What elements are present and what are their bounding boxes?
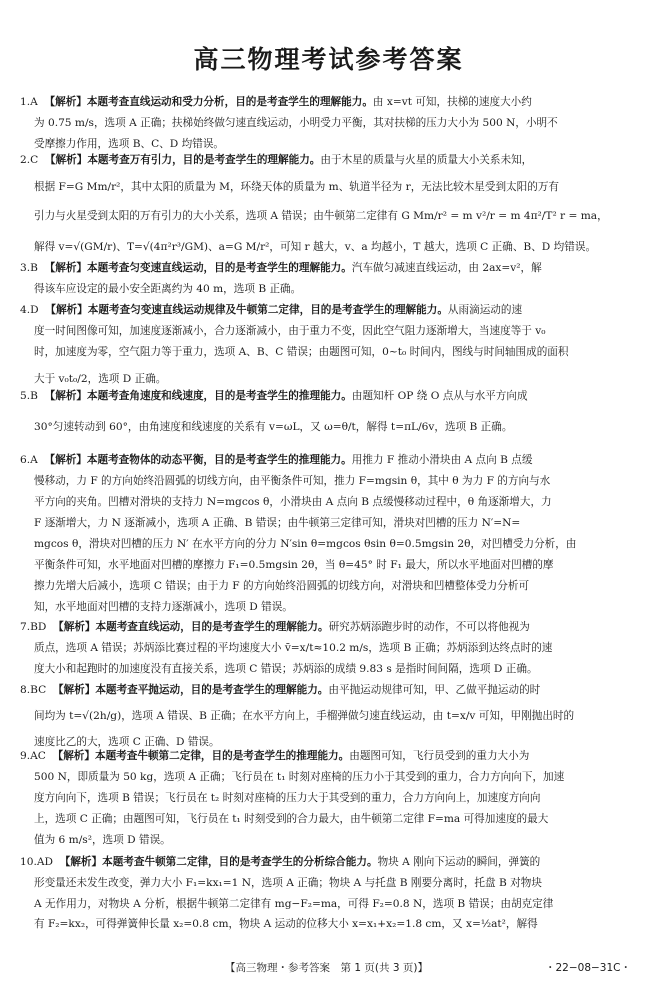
answer-line: 从雨滴运动的速: [447, 304, 523, 316]
footer-code: ・22−08−31C・: [544, 962, 631, 974]
analysis-tag: 【解析】本题考查牛顿第二定律，目的是考查学生的推理能力。: [52, 750, 350, 762]
answer-8: [20, 680, 637, 753]
answer-line: 速度比乙的大，选项 C 正确、D 错误。: [34, 736, 220, 748]
answer-number: 5.B: [20, 390, 38, 402]
answer-line: 度大小和起跑时的加速度没有直接关系，选项 C 错误；苏炳添的成绩 9.83 s 是指时间间隔，选项 D 正确。: [34, 663, 538, 675]
answer-number: 2.C: [20, 154, 39, 166]
answer-line: 平衡条件可知，水平地面对凹槽的摩擦力 F₁=0.5mgsin 2θ，当 θ=45° 时 F₁ 最大，所以水平地面对凹槽的摩: [34, 559, 554, 571]
answer-line: A 无作用力，对物块 A 分析，根据牛顿第二定律有 mg−F₂=ma，可得 F₂=0.8 N，选项 B 错误；由胡克定律: [34, 897, 554, 910]
answer-line: 擦力先增大后减小，选项 C 错误；由于力 F 的方向始终沿圆弧的切线方向，对滑块和凹槽整体受力分析可: [34, 580, 530, 592]
answer-line: 引力与火星受到太阳的万有引力的大小关系，选项 A 错误；由牛顿第二定律有 G Mm/r² = m v²/r = m 4π²/T² r = ma，: [34, 210, 608, 222]
answer-line: 大于 v₀t₀/2，选项 D 正确。: [34, 373, 167, 385]
answer-3: [20, 258, 637, 300]
answer-line: 物块 A 刚向下运动的瞬间，弹簧的: [377, 856, 541, 868]
answer-line: 用推力 F 推动小滑块由 A 点向 B 点缓: [351, 454, 533, 466]
answer-line: 研究苏炳添跑步时的动作，不可以将他视为: [328, 621, 530, 633]
answer-line: F 逐渐增大，力 N 逐渐减小，选项 A 正确、B 错误；由牛顿第三定律可知，滑块对凹槽的压力 N′=N=: [34, 517, 521, 529]
answer-line: 受摩擦力作用，选项 B、C、D 均错误。: [34, 138, 225, 150]
analysis-tag: 【解析】本题考查匀变速直线运动规律及牛顿第二定律，目的是考查学生的理解能力。: [45, 304, 448, 316]
analysis-tag: 【解析】本题考查万有引力，目的是考查学生的理解能力。: [44, 154, 321, 166]
answer-line: 知，水平地面对凹槽的支持力逐渐减小，选项 D 错误。: [34, 601, 293, 613]
answer-line: 由 x=vt 可知，扶梯的速度大小约: [372, 96, 532, 108]
analysis-tag: 【解析】本题考查匀变速直线运动，目的是考查学生的理解能力。: [44, 262, 352, 274]
analysis-tag: 【解析】本题考查角速度和线速度，目的是考查学生的推理能力。: [44, 390, 352, 402]
answer-line: 度一时间图像可知，加速度逐渐减小，合力逐渐减小，由于重力不变，因此空气阻力逐渐增大，当速度等于 v₀: [34, 325, 546, 337]
answer-line: 平方向的夹角。凹槽对滑块的支持力 N=mgcos θ，小滑块由 A 点向 B 点缓慢移动过程中，θ 角逐渐增大，力: [34, 496, 552, 508]
answer-2: [20, 150, 637, 258]
answer-line: 间均为 t=√(2h/g)，选项 A 错误、B 正确；在水平方向上，手榴弹做匀速直线运动，由 t=x/v 可知，甲刚抛出时的: [34, 710, 575, 722]
footer-page-info: 【高三物理・参考答案 第 1 页(共 3 页)】: [225, 962, 428, 974]
answer-line: 上，选项 C 正确；由题图可知，飞行员在 t₁ 时刻受到的合力最大，由牛顿第二定律 F=ma 可得加速度的最大: [34, 813, 549, 825]
answer-line: 由平抛运动规律可知，甲、乙做平抛运动的时: [328, 684, 541, 696]
answer-7: [20, 617, 637, 680]
answer-line: 值为 6 m/s²，选项 D 错误。: [34, 834, 171, 846]
answer-5: [20, 386, 637, 438]
answer-line: 为 0.75 m/s，选项 A 正确；扶梯始终做匀速直线运动，小明受力平衡，其对扶梯的压力大小为 500 N，小明不: [34, 117, 558, 129]
answer-line: 根据 F=G Mm/r²，其中太阳的质量为 M，环绕天体的质量为 m、轨道半径为 r，无法比较木星受到太阳的万有: [34, 181, 560, 193]
answer-line: 由题图可知，飞行员受到的重力大小为: [349, 750, 530, 762]
answer-line: 由于木星的质量与火星的质量大小关系未知，: [320, 154, 533, 166]
answer-line: 质点，选项 A 错误；苏炳添比赛过程的平均速度大小 v̄=x/t≈10.2 m/s，选项 B 正确；苏炳添到达终点时的速: [34, 642, 553, 654]
answer-line: 30°匀速转动到 60°，由角速度和线速度的关系有 v=ωL，又 ω=θ/t，解得 t=πL/6v，选项 B 正确。: [34, 421, 513, 433]
answer-10-continuation: [20, 873, 637, 935]
answer-line: 汽车做匀减速直线运动，由 2ax=v²，解: [351, 262, 542, 274]
answer-9: [20, 746, 637, 851]
analysis-tag: 【解析】本题考查直线运动，目的是考查学生的理解能力。: [53, 621, 329, 633]
page-title: 高三物理考试参考答案: [193, 45, 464, 74]
answer-line: mgcos θ，滑块对凹槽的压力 N′ 在水平方向的分力 N′sin θ=mgcos θsin θ=0.5mgsin 2θ，对凹槽受力分析，由: [34, 538, 577, 550]
answer-line: 形变量还未发生改变，弹力大小 F₁=kx₁=1 N，选项 A 正确；物块 A 与托盘 B 刚要分离时，托盘 B 对物块: [34, 877, 542, 889]
analysis-tag: 【解析】本题考查物体的动态平衡，目的是考查学生的推理能力。: [44, 454, 352, 466]
answer-number: 8.BC: [20, 684, 47, 696]
answer-number: 6.A: [20, 454, 38, 466]
answer-line: 500 N，即质量为 50 kg，选项 A 正确；飞行员在 t₁ 时刻对座椅的压力小于其受到的重力，合力方向向下，加速: [34, 771, 565, 783]
answer-6: [20, 450, 637, 618]
answer-number: 10.AD: [20, 856, 53, 868]
answer-number: 4.D: [20, 304, 39, 316]
answer-4: [20, 300, 637, 390]
answer-line: 慢移动，力 F 的方向始终沿圆弧的切线方向，由平衡条件可知，推力 F=mgsin θ，其中 θ 为力 F 的方向与水: [34, 475, 551, 487]
answer-line: 有 F₂=kx₂，可得弹簧伸长量 x₂=0.8 cm，物块 A 运动的位移大小 x=x₁+x₂=1.8 cm，又 x=½at²，解得: [34, 918, 538, 930]
analysis-tag: 【解析】本题考查平抛运动，目的是考查学生的理解能力。: [52, 684, 329, 696]
answer-line: 由题知杆 OP 绕 O 点从与水平方向成: [351, 390, 528, 402]
answer-number: 7.BD: [20, 621, 47, 633]
analysis-tag: 【解析】本题考查直线运动和受力分析，目的是考查学生的理解能力。: [44, 96, 373, 108]
answer-10: [20, 852, 637, 873]
answer-number: 3.B: [20, 262, 38, 274]
answer-line: 时，加速度为零，空气阻力等于重力，选项 A、B、C 错误；由题图可知，0~t₀ 时间内，图线与时间轴围成的面积: [34, 346, 569, 358]
answer-line: 解得 v=√(GM/r)、T=√(4π²r³/GM)、a=G M/r²，可知 r 越大，v、a 均越小，T 越大，选项 C 正确、B、D 均错误。: [34, 241, 597, 253]
answer-line: 得该车应设定的最小安全距离约为 40 m，选项 B 正确。: [34, 283, 302, 295]
answer-line: 度方向向下，选项 B 错误；飞行员在 t₂ 时刻对座椅的压力大于其受到的重力，合力方向向上，加速度方向向: [34, 792, 541, 804]
answer-number: 1.A: [20, 96, 38, 108]
analysis-tag: 【解析】本题考查牛顿第二定律，目的是考查学生的分析综合能力。: [59, 856, 378, 868]
answer-number: 9.AC: [20, 750, 46, 762]
answer-1: [20, 92, 637, 155]
